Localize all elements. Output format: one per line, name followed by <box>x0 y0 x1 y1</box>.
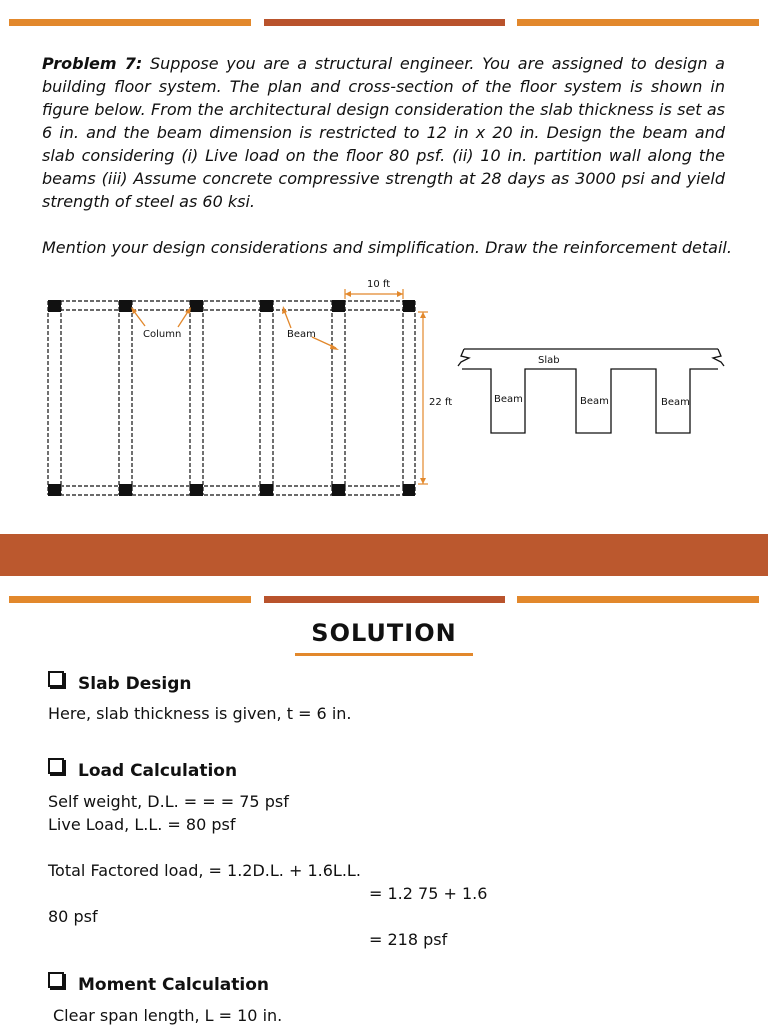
load-calc-heading-text: Load Calculation <box>78 761 238 781</box>
load-calc-heading <box>48 758 237 781</box>
slab-design-heading-text: Slab Design <box>78 674 192 694</box>
self-weight-line: Self weight, D.L. = = = 75 psf <box>48 792 289 811</box>
live-load-line: Live Load, L.L. = 80 psf <box>48 815 236 834</box>
section-view <box>458 349 724 433</box>
moment-calc-heading-text: Moment Calculation <box>78 975 269 995</box>
top-bar-middle <box>264 19 505 26</box>
plan-view <box>48 301 415 495</box>
span-label: 10 ft <box>367 279 391 290</box>
top-bar-left <box>9 19 251 26</box>
moment-calc-heading <box>48 972 269 995</box>
problem-mention: Mention your design considerations and simplification. Draw the reinforcement detail. <box>42 238 732 257</box>
problem-text: Suppose you are a structural engineer. You are assigned to design a building floor system. The plan and cross-section of the floor system is shown in figure below. From the architectural design consideration the slab thickness is set as 6 in. and the beam dimension is restricted to 12 in x 20 in. Design the beam and slab considering (i) Live load on the floor 80 psf. (ii) 10 in. partition wall along the beams (iii) Assume concrete compressive strength at 28 days as 3000 psi and yield strength of steel as 60 ksi. <box>42 54 725 211</box>
total-load-step2: = 218 psf <box>369 930 448 949</box>
top-bar-right <box>517 19 759 26</box>
span-dimension <box>345 289 403 299</box>
section-beam-label-3: Beam <box>661 397 690 408</box>
slab-design-heading <box>48 671 192 694</box>
floor-figure <box>0 270 768 505</box>
beam-label-plan: Beam <box>287 329 316 340</box>
clear-span-line: Clear span length, L = 10 in. <box>53 1006 283 1025</box>
length-dimension <box>418 312 428 484</box>
section-beam-label-1: Beam <box>494 394 523 405</box>
solution-underline <box>295 653 473 656</box>
section-beam-label-2: Beam <box>580 396 609 407</box>
total-load-step1-cont: 80 psf <box>48 907 98 926</box>
slide-separator <box>0 534 768 576</box>
problem-statement <box>42 52 725 213</box>
total-load-line: Total Factored load, = 1.2D.L. + 1.6L.L. <box>48 861 361 880</box>
slab-thickness-text: Here, slab thickness is given, t = 6 in. <box>48 704 352 723</box>
total-load-step1: = 1.2 75 + 1.6 <box>369 884 488 903</box>
second-bar-middle <box>264 596 505 603</box>
solution-title: SOLUTION <box>311 619 457 647</box>
problem-label: Problem 7: <box>42 54 143 73</box>
plan-leaders <box>131 306 339 350</box>
plan-columns <box>48 300 415 496</box>
checkbox-icon <box>48 972 64 988</box>
checkbox-icon <box>48 671 64 687</box>
second-bar-left <box>9 596 251 603</box>
second-bar-right <box>517 596 759 603</box>
slab-label: Slab <box>538 355 560 366</box>
column-label: Column <box>143 329 182 340</box>
checkbox-icon <box>48 758 64 774</box>
length-label: 22 ft <box>429 397 453 408</box>
